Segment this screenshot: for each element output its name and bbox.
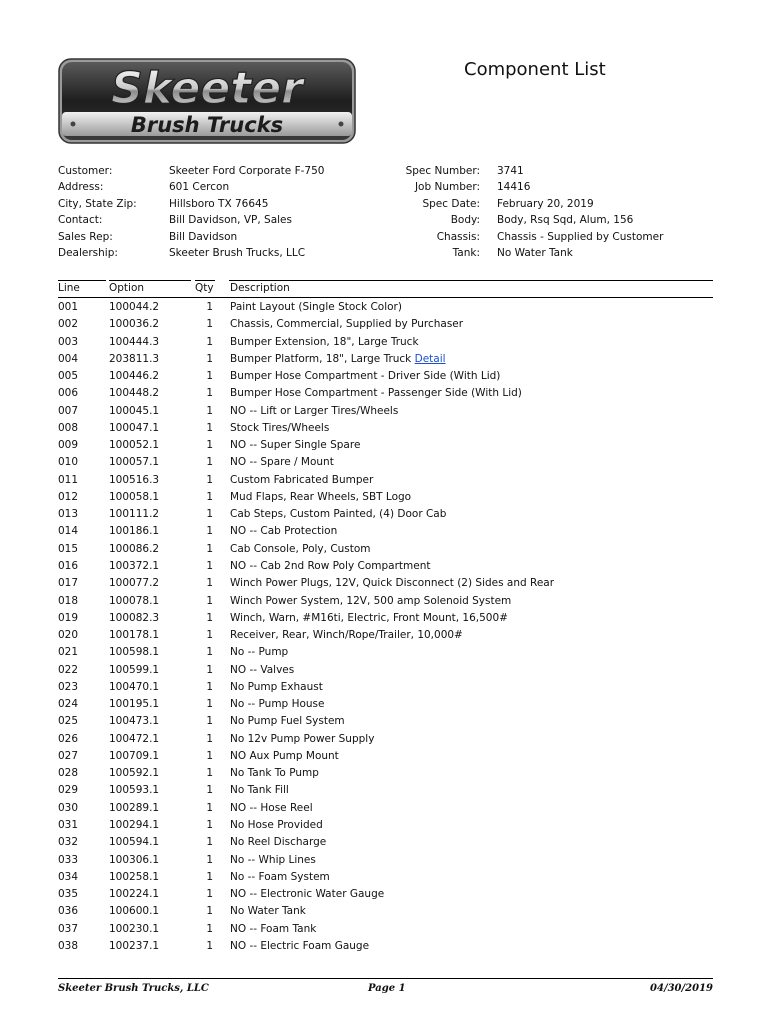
description-cell — [230, 681, 323, 693]
quantity: 1 — [206, 525, 213, 538]
description-cell — [230, 353, 446, 365]
description-cell — [230, 491, 411, 503]
table-row — [58, 627, 713, 644]
option-number: 100230.1 — [109, 922, 160, 935]
table-row — [58, 679, 713, 696]
spec-info-labels — [380, 163, 480, 261]
tank-label: Tank: — [452, 247, 480, 260]
quantity: 1 — [206, 922, 213, 935]
quantity: 1 — [206, 404, 213, 417]
description-cell — [230, 508, 446, 520]
table-row — [58, 454, 713, 471]
option-number: 100186.1 — [109, 525, 160, 538]
detail-link[interactable]: Detail — [414, 352, 446, 365]
dealership-value: Skeeter Brush Trucks, LLC — [169, 247, 306, 260]
option-number: 100036.2 — [109, 318, 160, 331]
description-text: Bumper Hose Compartment - Driver Side (With Lid) — [230, 370, 501, 383]
option-number: 100077.2 — [109, 577, 160, 590]
table-row — [58, 696, 713, 713]
option-number: 100593.1 — [109, 784, 160, 797]
table-row — [58, 385, 713, 402]
option-number: 100306.1 — [109, 853, 160, 866]
description-text: No -- Pump House — [230, 698, 325, 711]
chassis-label: Chassis: — [436, 230, 480, 243]
table-row — [58, 523, 713, 540]
spec-number-label: Spec Number: — [405, 165, 480, 177]
description-text: NO -- Electronic Water Gauge — [230, 888, 385, 901]
description-text: NO -- Hose Reel — [230, 801, 313, 814]
quantity: 1 — [206, 870, 213, 883]
line-number: 018 — [58, 594, 79, 607]
table-row — [58, 834, 713, 851]
line-number: 001 — [58, 301, 79, 313]
line-number: 025 — [58, 715, 79, 728]
line-number: 022 — [58, 663, 79, 676]
quantity: 1 — [206, 698, 213, 711]
description-cell — [230, 543, 371, 555]
description-text: No Pump Exhaust — [230, 680, 323, 693]
quantity: 1 — [206, 456, 213, 469]
line-number: 002 — [58, 318, 79, 331]
option-number: 100289.1 — [109, 801, 160, 814]
description-text: No -- Pump — [230, 646, 289, 659]
option-number: 100086.2 — [109, 542, 160, 555]
table-row — [58, 817, 713, 834]
description-text: NO -- Spare / Mount — [230, 456, 334, 469]
quantity: 1 — [206, 577, 213, 590]
description-text: Bumper Platform, 18", Large Truck — [230, 352, 412, 365]
table-row — [58, 869, 713, 886]
description-cell — [230, 871, 330, 883]
description-text: NO -- Cab 2nd Row Poly Compartment — [230, 559, 431, 572]
quantity: 1 — [206, 715, 213, 728]
table-row — [58, 334, 713, 351]
line-number: 027 — [58, 749, 79, 762]
quantity: 1 — [206, 508, 213, 521]
option-number: 100446.2 — [109, 370, 160, 383]
description-text: NO -- Valves — [230, 663, 295, 676]
line-number: 017 — [58, 577, 79, 590]
body-label: Body: — [450, 214, 480, 227]
description-cell — [230, 318, 463, 330]
table-row — [58, 403, 713, 420]
option-number: 100598.1 — [109, 646, 160, 659]
line-number: 011 — [58, 473, 79, 486]
table-row — [58, 765, 713, 782]
option-number: 100472.1 — [109, 732, 160, 745]
option-number: 100224.1 — [109, 888, 160, 901]
body-value: Body, Rsq Sqd, Alum, 156 — [497, 214, 634, 227]
description-cell — [230, 715, 345, 727]
option-number: 100045.1 — [109, 404, 160, 417]
quantity: 1 — [206, 853, 213, 866]
description-cell — [230, 301, 402, 313]
quantity: 1 — [206, 646, 213, 659]
sales-rep-value: Bill Davidson — [169, 230, 238, 243]
description-text: Custom Fabricated Bumper — [230, 473, 374, 486]
line-number: 004 — [58, 352, 79, 365]
table-row — [58, 541, 713, 558]
dealership-label: Dealership: — [58, 247, 118, 260]
quantity: 1 — [206, 352, 213, 365]
line-number: 033 — [58, 853, 79, 866]
line-number: 010 — [58, 456, 79, 469]
line-number: 005 — [58, 370, 79, 383]
address-label: Address: — [58, 181, 104, 194]
city-state-zip-label: City, State Zip: — [58, 197, 137, 210]
option-number: 100052.1 — [109, 439, 160, 452]
table-row — [58, 731, 713, 748]
description-text: Bumper Hose Compartment - Passenger Side (With Lid) — [230, 387, 522, 400]
line-number: 021 — [58, 646, 79, 659]
description-cell — [230, 784, 289, 796]
description-text: NO -- Electric Foam Gauge — [230, 939, 370, 952]
option-number: 100044.2 — [109, 301, 160, 313]
description-cell — [230, 819, 323, 831]
option-number: 100082.3 — [109, 611, 160, 624]
line-number: 031 — [58, 818, 79, 831]
quantity: 1 — [206, 767, 213, 780]
job-number-value: 14416 — [497, 181, 531, 194]
option-number: 100047.1 — [109, 421, 160, 434]
line-number: 030 — [58, 801, 79, 814]
column-header-qty: Qty — [195, 282, 214, 294]
description-text: NO -- Foam Tank — [230, 922, 317, 935]
option-number: 100470.1 — [109, 680, 160, 693]
option-number: 100516.3 — [109, 473, 160, 486]
document-title: Component List — [464, 59, 606, 80]
spec-number-value: 3741 — [497, 165, 524, 177]
footer-company: Skeeter Brush Trucks, LLC — [58, 983, 209, 994]
option-number: 100709.1 — [109, 749, 160, 762]
tank-value: No Water Tank — [497, 247, 573, 260]
table-row — [58, 489, 713, 506]
line-number: 026 — [58, 732, 79, 745]
description-cell — [230, 595, 511, 607]
description-text: No Reel Discharge — [230, 836, 327, 849]
line-number: 013 — [58, 508, 79, 521]
description-text: Bumper Extension, 18", Large Truck — [230, 335, 419, 348]
column-header-line: Line — [58, 282, 80, 294]
description-text: NO Aux Pump Mount — [230, 749, 339, 762]
line-number: 020 — [58, 629, 79, 642]
line-number: 032 — [58, 836, 79, 849]
table-row — [58, 575, 713, 592]
table-row — [58, 886, 713, 903]
line-number: 038 — [58, 939, 79, 952]
table-row — [58, 921, 713, 938]
quantity: 1 — [206, 301, 213, 313]
option-number: 100057.1 — [109, 456, 160, 469]
description-cell — [230, 439, 360, 451]
column-header-option: Option — [109, 282, 145, 294]
table-row — [58, 800, 713, 817]
table-row — [58, 644, 713, 661]
contact-label: Contact: — [58, 214, 103, 227]
line-number: 019 — [58, 611, 79, 624]
description-cell — [230, 577, 554, 589]
quantity: 1 — [206, 732, 213, 745]
description-cell — [230, 629, 463, 641]
option-number: 100372.1 — [109, 559, 160, 572]
column-header-description: Description — [230, 282, 290, 294]
component-table — [58, 299, 713, 955]
quantity: 1 — [206, 629, 213, 642]
table-row — [58, 506, 713, 523]
description-text: Paint Layout (Single Stock Color) — [230, 301, 402, 313]
table-row — [58, 316, 713, 333]
line-number: 023 — [58, 680, 79, 693]
quantity: 1 — [206, 490, 213, 503]
line-number: 015 — [58, 542, 79, 555]
quantity: 1 — [206, 559, 213, 572]
table-row — [58, 368, 713, 385]
quantity: 1 — [206, 818, 213, 831]
quantity: 1 — [206, 888, 213, 901]
line-number: 014 — [58, 525, 79, 538]
table-row — [58, 351, 713, 368]
description-cell — [230, 336, 419, 348]
skeeter-brush-trucks-logo — [58, 58, 356, 144]
description-text: Chassis, Commercial, Supplied by Purchaser — [230, 318, 464, 331]
description-text: Mud Flaps, Rear Wheels, SBT Logo — [230, 490, 412, 503]
description-cell — [230, 750, 339, 762]
option-number: 100448.2 — [109, 387, 160, 400]
description-cell — [230, 802, 313, 814]
job-number-label: Job Number: — [414, 181, 480, 194]
description-cell — [230, 370, 500, 382]
table-row — [58, 610, 713, 627]
description-cell — [230, 923, 316, 935]
description-text: Winch Power System, 12V, 500 amp Solenoid System — [230, 594, 512, 607]
option-number: 100592.1 — [109, 767, 160, 780]
city-state-zip-value: Hillsboro TX 76645 — [169, 197, 269, 210]
option-number: 100078.1 — [109, 594, 160, 607]
customer-label: Customer: — [58, 165, 113, 177]
quantity: 1 — [206, 663, 213, 676]
quantity: 1 — [206, 421, 213, 434]
spec-info-values — [497, 163, 663, 261]
table-row — [58, 938, 713, 955]
page-footer — [58, 978, 713, 994]
line-number: 012 — [58, 490, 79, 503]
description-text: Winch Power Plugs, 12V, Quick Disconnect (2) Sides and Rear — [230, 577, 555, 590]
line-number: 016 — [58, 559, 79, 572]
description-text: Receiver, Rear, Winch/Rope/Trailer, 10,000# — [230, 629, 463, 642]
description-text: No Tank Fill — [230, 784, 289, 797]
line-number: 029 — [58, 784, 79, 797]
description-cell — [230, 474, 373, 486]
description-text: NO -- Super Single Spare — [230, 439, 361, 452]
line-number: 008 — [58, 421, 79, 434]
line-number: 036 — [58, 905, 79, 918]
quantity: 1 — [206, 611, 213, 624]
sales-rep-label: Sales Rep: — [58, 230, 113, 243]
description-text: NO -- Cab Protection — [230, 525, 338, 538]
description-cell — [230, 854, 316, 866]
description-text: Winch, Warn, #M16ti, Electric, Front Mount, 16,500# — [230, 611, 508, 624]
quantity: 1 — [206, 801, 213, 814]
description-cell — [230, 836, 326, 848]
quantity: 1 — [206, 594, 213, 607]
option-number: 100258.1 — [109, 870, 160, 883]
quantity: 1 — [206, 836, 213, 849]
contact-value: Bill Davidson, VP, Sales — [169, 214, 292, 227]
description-cell — [230, 733, 374, 745]
description-cell — [230, 405, 398, 417]
description-cell — [230, 646, 288, 658]
option-number: 100594.1 — [109, 836, 160, 849]
table-row — [58, 593, 713, 610]
line-number: 007 — [58, 404, 79, 417]
option-number: 100473.1 — [109, 715, 160, 728]
description-text: Cab Steps, Custom Painted, (4) Door Cab — [230, 508, 447, 521]
quantity: 1 — [206, 439, 213, 452]
description-text: No -- Foam System — [230, 870, 330, 883]
option-number: 100111.2 — [109, 508, 160, 521]
chassis-value: Chassis - Supplied by Customer — [497, 230, 664, 243]
description-cell — [230, 767, 319, 779]
description-cell — [230, 560, 430, 572]
line-number: 028 — [58, 767, 79, 780]
description-cell — [230, 525, 337, 537]
description-cell — [230, 940, 369, 952]
quantity: 1 — [206, 370, 213, 383]
description-cell — [230, 456, 334, 468]
logo-text-skeeter: Skeeter — [111, 63, 303, 114]
table-row — [58, 713, 713, 730]
quantity: 1 — [206, 905, 213, 918]
description-cell — [230, 905, 306, 917]
line-number: 035 — [58, 888, 79, 901]
table-row — [58, 558, 713, 575]
description-cell — [230, 888, 384, 900]
spec-date-label: Spec Date: — [422, 197, 480, 210]
table-row — [58, 782, 713, 799]
quantity: 1 — [206, 473, 213, 486]
spec-date-value: February 20, 2019 — [497, 197, 594, 210]
option-number: 203811.3 — [109, 352, 160, 365]
description-text: No Water Tank — [230, 905, 306, 918]
description-text: Stock Tires/Wheels — [230, 421, 330, 434]
line-number: 037 — [58, 922, 79, 935]
description-text: No 12v Pump Power Supply — [230, 732, 375, 745]
table-row — [58, 662, 713, 679]
option-number: 100058.1 — [109, 490, 160, 503]
option-number: 100599.1 — [109, 663, 160, 676]
description-cell — [230, 612, 508, 624]
footer-page-number: Page 1 — [368, 983, 406, 994]
line-number: 003 — [58, 335, 79, 348]
description-text: No -- Whip Lines — [230, 853, 316, 866]
table-row — [58, 437, 713, 454]
option-number: 100444.3 — [109, 335, 160, 348]
description-cell — [230, 387, 522, 399]
customer-info-values — [169, 163, 324, 261]
option-number: 100178.1 — [109, 629, 160, 642]
option-number: 100195.1 — [109, 698, 160, 711]
quantity: 1 — [206, 749, 213, 762]
quantity: 1 — [206, 542, 213, 555]
table-row — [58, 852, 713, 869]
line-number: 034 — [58, 870, 79, 883]
description-text: No Pump Fuel System — [230, 715, 345, 728]
quantity: 1 — [206, 335, 213, 348]
description-cell — [230, 664, 294, 676]
description-cell — [230, 422, 329, 434]
quantity: 1 — [206, 318, 213, 331]
description-text: No Tank To Pump — [230, 767, 319, 780]
option-number: 100237.1 — [109, 939, 160, 952]
footer-date: 04/30/2019 — [650, 983, 713, 994]
line-number: 009 — [58, 439, 79, 452]
quantity: 1 — [206, 387, 213, 400]
description-text: Cab Console, Poly, Custom — [230, 542, 371, 555]
table-row — [58, 903, 713, 920]
table-row — [58, 748, 713, 765]
description-text: NO -- Lift or Larger Tires/Wheels — [230, 404, 399, 417]
quantity: 1 — [206, 784, 213, 797]
quantity: 1 — [206, 680, 213, 693]
quantity: 1 — [206, 939, 213, 952]
table-header — [58, 281, 713, 298]
table-row — [58, 420, 713, 437]
logo-text-brush-trucks: Brush Trucks — [130, 113, 284, 137]
table-row — [58, 472, 713, 489]
line-number: 006 — [58, 387, 79, 400]
option-number: 100600.1 — [109, 905, 160, 918]
description-text: No Hose Provided — [230, 818, 323, 831]
address-value: 601 Cercon — [169, 181, 230, 194]
table-row — [58, 299, 713, 316]
description-cell — [230, 698, 324, 710]
customer-info-labels — [58, 163, 137, 261]
line-number: 024 — [58, 698, 79, 711]
customer-value: Skeeter Ford Corporate F-750 — [169, 165, 325, 177]
option-number: 100294.1 — [109, 818, 160, 831]
